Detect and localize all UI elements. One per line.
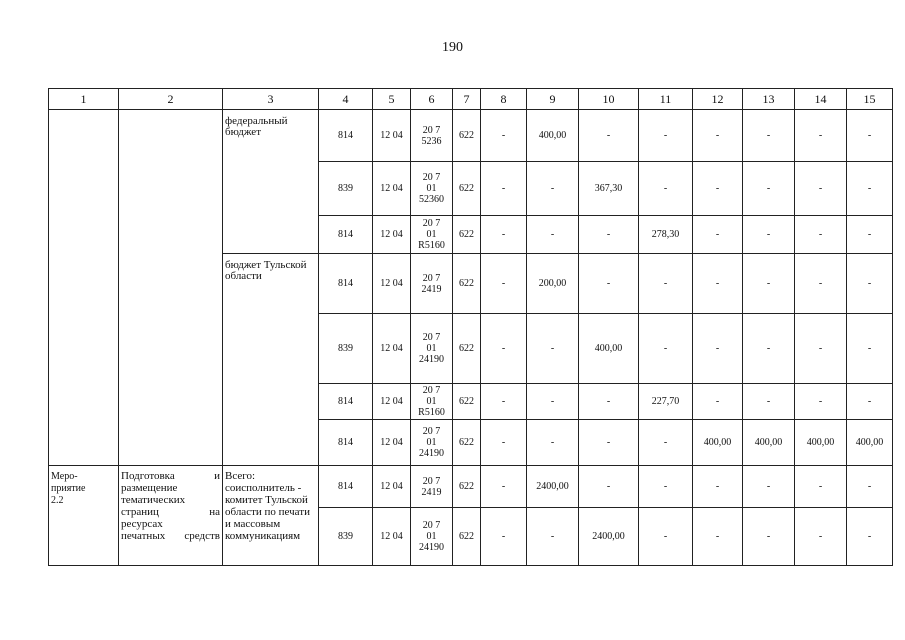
kbk-code-line: 24190 [419,354,444,365]
cell-c14: - [795,384,847,420]
budget-table [48,88,893,566]
cell-c11: - [639,466,693,508]
cell-c15: - [847,254,893,314]
cell-c6 [411,508,453,566]
cell-c4: 814 [319,110,373,162]
cell-c12: - [693,110,743,162]
kbk-code-line: 20 7 [422,520,441,531]
event-name [119,466,223,566]
column-header: 9 [527,89,579,110]
column-header: 12 [693,89,743,110]
cell-c12: - [693,216,743,254]
column-header: 8 [481,89,527,110]
funding-source-total: Всего: соисполнитель - комитет Тульской области по печати и массовым коммуникациям [223,466,319,566]
cell-c11: - [639,420,693,466]
event-name-line: страниц на [121,506,220,518]
column-header: 7 [453,89,481,110]
kbk-code-line: 20 7 [422,426,441,437]
cell-c9: - [527,384,579,420]
cell-c9: - [527,162,579,216]
event-name-line: печатных средств [121,530,220,542]
event-id-line: приятие [51,483,86,494]
kbk-code-line: 24190 [419,448,444,459]
cell-c15: - [847,162,893,216]
cell-c11: - [639,254,693,314]
cell-c7: 622 [453,420,481,466]
kbk-code-line: 01 [426,437,437,448]
cell-c6 [411,420,453,466]
cell-c4: 839 [319,314,373,384]
cell-c9: 400,00 [527,110,579,162]
column-header: 10 [579,89,639,110]
kbk-code-line: 52360 [419,194,444,205]
cell-c11: - [639,508,693,566]
column-header: 1 [49,89,119,110]
kbk-code-line: 01 [426,183,437,194]
cell-c7: 622 [453,254,481,314]
cell-c14: 400,00 [795,420,847,466]
cell-c12: - [693,314,743,384]
cell-c11: - [639,162,693,216]
kbk-code-line: 5236 [421,135,442,147]
cell-c15: - [847,508,893,566]
event-id-line: 2.2 [51,495,64,506]
kbk-code-line: 20 7 [422,172,441,183]
table-row [49,110,893,162]
cell-c7: 622 [453,384,481,420]
cell-c7: 622 [453,216,481,254]
cell-c8: - [481,110,527,162]
column-header: 6 [411,89,453,110]
cell-c10: 367,30 [579,162,639,216]
event-name-line: размещение [121,482,178,494]
cell-c5: 12 04 [373,420,411,466]
cell-c14: - [795,314,847,384]
page-number: 190 [442,40,463,55]
cell-c15: - [847,466,893,508]
kbk-code-line: 01 [426,531,437,542]
cell-c8: - [481,162,527,216]
cell-c4: 814 [319,384,373,420]
cell-c13: - [743,110,795,162]
cell-c13: - [743,384,795,420]
cell-c9: - [527,216,579,254]
cell-c10: 2400,00 [579,508,639,566]
cell-c9: - [527,420,579,466]
cell-c13: - [743,216,795,254]
kbk-code-line: 20 7 [422,385,441,396]
cell-c10: - [579,384,639,420]
cell-c9: 200,00 [527,254,579,314]
cell-c6 [411,384,453,420]
kbk-code-line: 01 [426,229,437,240]
cell-c7: 622 [453,314,481,384]
cell-c5: 12 04 [373,314,411,384]
cell-c13: - [743,162,795,216]
kbk-code-line: 20 7 [422,272,441,284]
kbk-code-line: 20 7 [422,332,441,343]
cell-c6 [411,162,453,216]
cell-c10: - [579,420,639,466]
cell-c15: - [847,384,893,420]
event-name-line: ресурсах [121,518,163,530]
cell-c5: 12 04 [373,110,411,162]
kbk-code-line: 20 7 [422,218,441,229]
cell-c14: - [795,110,847,162]
cell-c14: - [795,466,847,508]
cell-c14: - [795,254,847,314]
event-name-line: тематических [121,494,186,506]
column-header: 4 [319,89,373,110]
cell-c6 [411,254,453,314]
cell-c8: - [481,420,527,466]
cell-c10: - [579,110,639,162]
column-header: 2 [119,89,223,110]
header-row [49,89,893,110]
column-header: 15 [847,89,893,110]
kbk-code-line: 2419 [421,486,442,498]
cell-c15: - [847,314,893,384]
event-name-cell [119,110,223,466]
cell-c10: - [579,254,639,314]
cell-c11: - [639,110,693,162]
cell-c7: 622 [453,162,481,216]
cell-c7: 622 [453,110,481,162]
cell-c12: - [693,466,743,508]
cell-c11: 278,30 [639,216,693,254]
column-header: 14 [795,89,847,110]
cell-c14: - [795,162,847,216]
cell-c8: - [481,508,527,566]
funding-source-federal: федеральный бюджет [223,110,319,254]
kbk-code-line: 20 7 [422,124,441,136]
cell-c13: 400,00 [743,420,795,466]
cell-c6 [411,466,453,508]
cell-c9: 2400,00 [527,466,579,508]
event-name-line: Подготовка и [121,470,220,482]
cell-c12: 400,00 [693,420,743,466]
cell-c5: 12 04 [373,466,411,508]
cell-c13: - [743,466,795,508]
cell-c5: 12 04 [373,254,411,314]
event-id-line: Меро- [51,471,78,482]
kbk-code-line: 24190 [419,542,444,553]
cell-c6 [411,216,453,254]
cell-c6 [411,314,453,384]
column-header: 3 [223,89,319,110]
cell-c15: - [847,216,893,254]
table-row [49,466,893,508]
kbk-code-line: 2419 [421,283,442,295]
column-header: 11 [639,89,693,110]
cell-c4: 814 [319,466,373,508]
kbk-code-line: 01 [426,396,437,407]
cell-c12: - [693,384,743,420]
cell-c14: - [795,216,847,254]
cell-c13: - [743,314,795,384]
cell-c5: 12 04 [373,162,411,216]
cell-c4: 814 [319,216,373,254]
cell-c9: - [527,314,579,384]
kbk-code-line: R5160 [418,240,445,251]
cell-c13: - [743,254,795,314]
cell-c8: - [481,466,527,508]
cell-c12: - [693,162,743,216]
cell-c14: - [795,508,847,566]
cell-c13: - [743,508,795,566]
cell-c4: 839 [319,162,373,216]
cell-c9: - [527,508,579,566]
cell-c4: 814 [319,254,373,314]
cell-c8: - [481,216,527,254]
cell-c15: - [847,110,893,162]
cell-c11: - [639,314,693,384]
funding-source-tula: бюджет Тульской области [223,254,319,466]
column-header: 5 [373,89,411,110]
cell-c15: 400,00 [847,420,893,466]
cell-c5: 12 04 [373,384,411,420]
column-header: 13 [743,89,795,110]
cell-c8: - [481,384,527,420]
cell-c10: 400,00 [579,314,639,384]
event-number-cell [49,110,119,466]
cell-c4: 839 [319,508,373,566]
cell-c11: 227,70 [639,384,693,420]
kbk-code-line: 20 7 [422,475,441,487]
cell-c7: 622 [453,508,481,566]
kbk-code-line: R5160 [418,407,445,418]
cell-c10: - [579,466,639,508]
cell-c6 [411,110,453,162]
cell-c12: - [693,254,743,314]
cell-c12: - [693,508,743,566]
cell-c5: 12 04 [373,508,411,566]
cell-c7: 622 [453,466,481,508]
cell-c4: 814 [319,420,373,466]
cell-c5: 12 04 [373,216,411,254]
cell-c8: - [481,254,527,314]
event-id [49,466,119,566]
kbk-code-line: 01 [426,343,437,354]
cell-c8: - [481,314,527,384]
cell-c10: - [579,216,639,254]
